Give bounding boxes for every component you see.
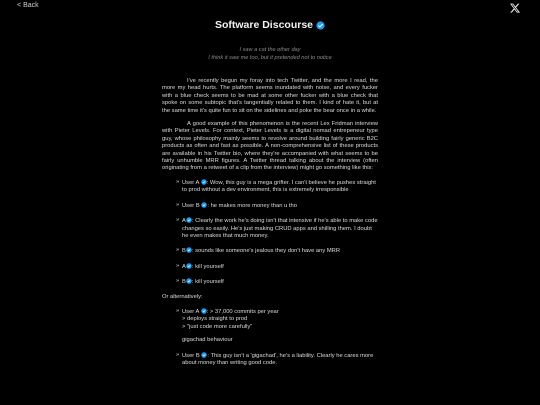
page-title bbox=[0, 19, 540, 31]
user-name: A bbox=[182, 218, 186, 225]
tweet-text: : sounds like someone's jealous they don't have any MRR bbox=[191, 248, 341, 255]
tweet-text: : he makes more money than u tho bbox=[207, 202, 297, 209]
user-name: B bbox=[182, 279, 186, 286]
list-item: » B : kill yourself bbox=[176, 278, 224, 286]
tweet-text: : kill yourself bbox=[191, 263, 224, 270]
verified-badge-icon bbox=[316, 21, 325, 30]
x-logo-icon[interactable] bbox=[510, 0, 520, 10]
list-item: » User B : This guy isn't a 'gigachad', he's a liability. Clearly he cares more about money than writing good code. bbox=[176, 351, 374, 366]
article-body bbox=[162, 78, 378, 374]
back-button[interactable] bbox=[17, 2, 39, 9]
epigraph-line-1: I saw a cat the other day bbox=[239, 47, 301, 53]
list-item: » User A : > 37,000 commits per year > deploys straight to prod > "just code more carefully" gigachad behaviour bbox=[176, 308, 378, 345]
user-name: User B bbox=[182, 202, 200, 209]
user-name: A bbox=[182, 263, 186, 270]
list-item: » B : sounds like someone's jealous they don't have any MRR bbox=[176, 247, 341, 255]
list-item: » A : Clearly the work he's doing isn't that intensive if he's able to make code changes so easily. He's just making CRUD apps and shilling them. I doubt he even makes that much money. bbox=[176, 217, 378, 239]
tweet-text: : This guy isn't a 'gigachad', he's a liability. Clearly he cares more about money than writing good code. bbox=[182, 352, 374, 366]
chevron-left-icon: < bbox=[17, 2, 22, 9]
title-text: Software Discourse bbox=[214, 19, 314, 31]
tweet-text: : > 37,000 commits per year bbox=[206, 308, 279, 315]
or-alternatively: Or alternatively: bbox=[162, 293, 203, 300]
tweet-text: : kill yourself bbox=[191, 279, 224, 286]
paragraph-1: I've recently begun my foray into tech Twitter, and the more I read, the more my head hurts. The platform seems inundated with noise, and every fucker with a blue check seems to be mad at some other fucker with a blue check that spoke on some subtopic that's tangentially related to them. I kind of hate it, but at the same time it's quite fun to sit on the sidelines and poke the bear once in a while. bbox=[162, 78, 378, 114]
list-item: » A : kill yourself bbox=[176, 262, 224, 270]
tweet-line: > deploys straight to prod bbox=[182, 316, 248, 323]
epigraph bbox=[0, 47, 540, 62]
back-label: Back bbox=[23, 2, 39, 9]
user-name: B bbox=[182, 248, 186, 255]
paragraph-2: A good example of this phenomenon is the recent Lex Fridman interview with Pieter Levels. For context, Pieter Levels is a digital nomad entrepeneur type guy, whose philosophy mainly seems to revolve around building fairly generic B2C products as often and fast as possible. A non-comprehensive list of these products are available in his Twitter bio, where they're accompanied with what seems to be fairly unhumble MRR figures. A Twitter thread talking about the interview (often originating from a retweet of a clip from the interview) might go something like this: bbox=[162, 121, 378, 172]
thread-list-1 bbox=[176, 179, 378, 287]
tweet-text: : Wow, this guy is a mega grifter. I can't believe he pushes straight to prod without a dev environment, this is extremely irresponsible bbox=[182, 179, 376, 194]
list-item: » User B : he makes more money than u tho bbox=[176, 201, 297, 209]
tweet-text: : Clearly the work he's doing isn't that intensive if he's able to make code changes so easily. He's just making CRUD apps and shilling them. I doubt he even makes that much money. bbox=[182, 218, 378, 239]
tweet-line: gigachad behaviour bbox=[182, 337, 233, 344]
user-name: User A bbox=[182, 308, 200, 315]
list-item: » User A : Wow, this guy is a mega grifter. I can't believe he pushes straight to prod without a dev environment, this is extremely irresponsible bbox=[176, 178, 376, 194]
epigraph-line-2: I think it saw me too, but it pretended not to notice bbox=[208, 54, 332, 61]
thread-list-2 bbox=[176, 308, 378, 367]
user-name: User A bbox=[182, 179, 200, 186]
tweet-line: > "just code more carefully" bbox=[182, 323, 253, 330]
user-name: User B bbox=[182, 352, 200, 359]
